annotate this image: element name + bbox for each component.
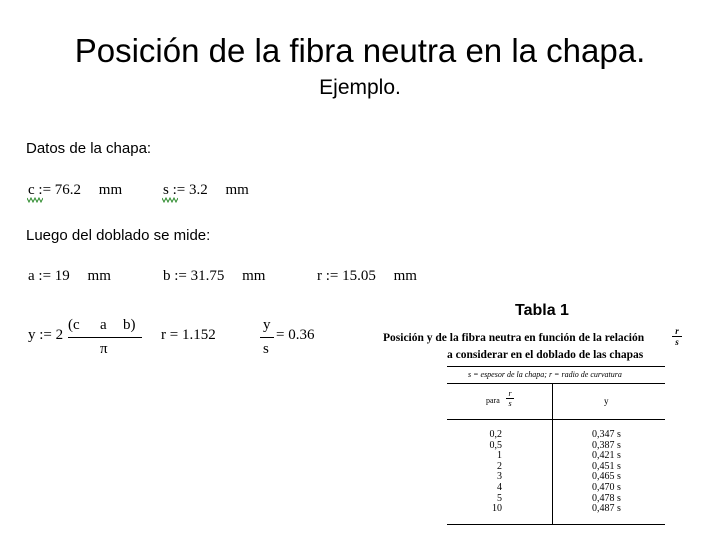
tabla-row-ratio: 3 bbox=[497, 471, 502, 483]
c-unit: mm bbox=[98, 182, 123, 198]
r-over-s-result: r = 1.152 bbox=[161, 327, 216, 343]
fraction-bar bbox=[68, 337, 142, 338]
tabla-caption: Tabla 1 bbox=[515, 302, 569, 319]
tabla-row-ratio: 0,2 bbox=[489, 429, 502, 440]
tabla-header-frac-num: r bbox=[508, 389, 512, 398]
numerator-b: b) bbox=[123, 317, 136, 333]
s-expression: s := 3.2 bbox=[163, 182, 208, 198]
tabla-row-ratio: 4 bbox=[497, 481, 502, 493]
tabla-row-ratio: 2 bbox=[497, 460, 502, 472]
tabla-row-y: 0,347 s bbox=[592, 429, 621, 440]
tabla-rule-sub bbox=[447, 383, 665, 384]
slide-title: Posición de la fibra neutra en la chapa. bbox=[74, 32, 646, 69]
slide-subtitle-text: Ejemplo. bbox=[319, 76, 401, 99]
tabla-title-line1: Posición y de la fibra neutra en función de la relación bbox=[383, 332, 645, 344]
tabla-rule-header bbox=[447, 419, 665, 420]
tabla-header-frac-den: s bbox=[506, 398, 514, 408]
r-expression: r := 15.05 bbox=[317, 268, 376, 284]
medida-label: Luego del doblado se mide: bbox=[26, 227, 211, 244]
tabla-row-y: 0,478 s bbox=[592, 492, 621, 504]
tabla-rule-top bbox=[447, 366, 665, 367]
a-unit: mm bbox=[87, 268, 111, 284]
tabla-header-y: y bbox=[604, 396, 609, 406]
r-unit: mm bbox=[393, 268, 417, 284]
denominator-pi: π bbox=[100, 341, 108, 357]
numerator-c: (c bbox=[68, 317, 80, 333]
b-expression: b := 31.75 bbox=[163, 268, 225, 284]
tabla-column-divider bbox=[552, 384, 553, 524]
a-definition bbox=[28, 268, 111, 285]
y-formula-fraction bbox=[68, 317, 144, 359]
tabla-row-y: 0,470 s bbox=[592, 481, 621, 493]
tabla-y-column bbox=[592, 430, 621, 515]
tabla-row-ratio: 1 bbox=[497, 450, 502, 462]
y-over-s-result: = 0.36 bbox=[276, 327, 315, 343]
r-definition bbox=[317, 268, 417, 285]
tabla-row-y: 0,387 s bbox=[592, 439, 621, 451]
c-expression: c := 76.2 bbox=[28, 182, 82, 198]
tabla-row-y: 0,421 s bbox=[592, 450, 621, 462]
ys-fraction-bar bbox=[260, 337, 274, 338]
ys-numerator: y bbox=[263, 317, 271, 333]
s-unit: mm bbox=[225, 182, 249, 198]
numerator-a: a bbox=[100, 317, 107, 333]
error-squiggle-icon bbox=[27, 197, 43, 203]
tabla-header-fraction bbox=[506, 389, 514, 408]
tabla-title-fraction bbox=[672, 326, 682, 347]
tabla-rule-bottom bbox=[447, 524, 665, 525]
tabla-ratio-column bbox=[488, 430, 502, 515]
datos-label: Datos de la chapa: bbox=[26, 140, 152, 157]
tabla-title-frac-num: r bbox=[675, 326, 679, 336]
tabla-header-para: para bbox=[486, 396, 500, 405]
b-unit: mm bbox=[242, 268, 266, 284]
tabla-subtitle: s = espesor de la chapa; r = radio de curvatura bbox=[468, 370, 622, 379]
ys-denominator: s bbox=[263, 341, 269, 357]
tabla-row-ratio: 0,5 bbox=[489, 439, 502, 451]
tabla-row-y: 0,465 s bbox=[592, 471, 621, 483]
tabla-row-y: 0,451 s bbox=[592, 460, 621, 472]
tabla-row-ratio: 10 bbox=[492, 503, 502, 515]
tabla-title-frac-den: s bbox=[672, 336, 682, 347]
s-definition bbox=[163, 182, 249, 199]
a-expression: a := 19 bbox=[28, 268, 70, 284]
tabla-title-line2: a considerar en el doblado de las chapas bbox=[447, 349, 644, 361]
slide-subtitle bbox=[0, 76, 720, 100]
y-formula-lhs: y := 2 bbox=[28, 327, 64, 343]
error-squiggle-icon bbox=[162, 197, 178, 203]
tabla-row-y: 0,487 s bbox=[592, 503, 621, 515]
c-definition bbox=[28, 182, 122, 199]
b-definition bbox=[163, 268, 265, 285]
tabla-row-ratio: 5 bbox=[497, 492, 502, 504]
